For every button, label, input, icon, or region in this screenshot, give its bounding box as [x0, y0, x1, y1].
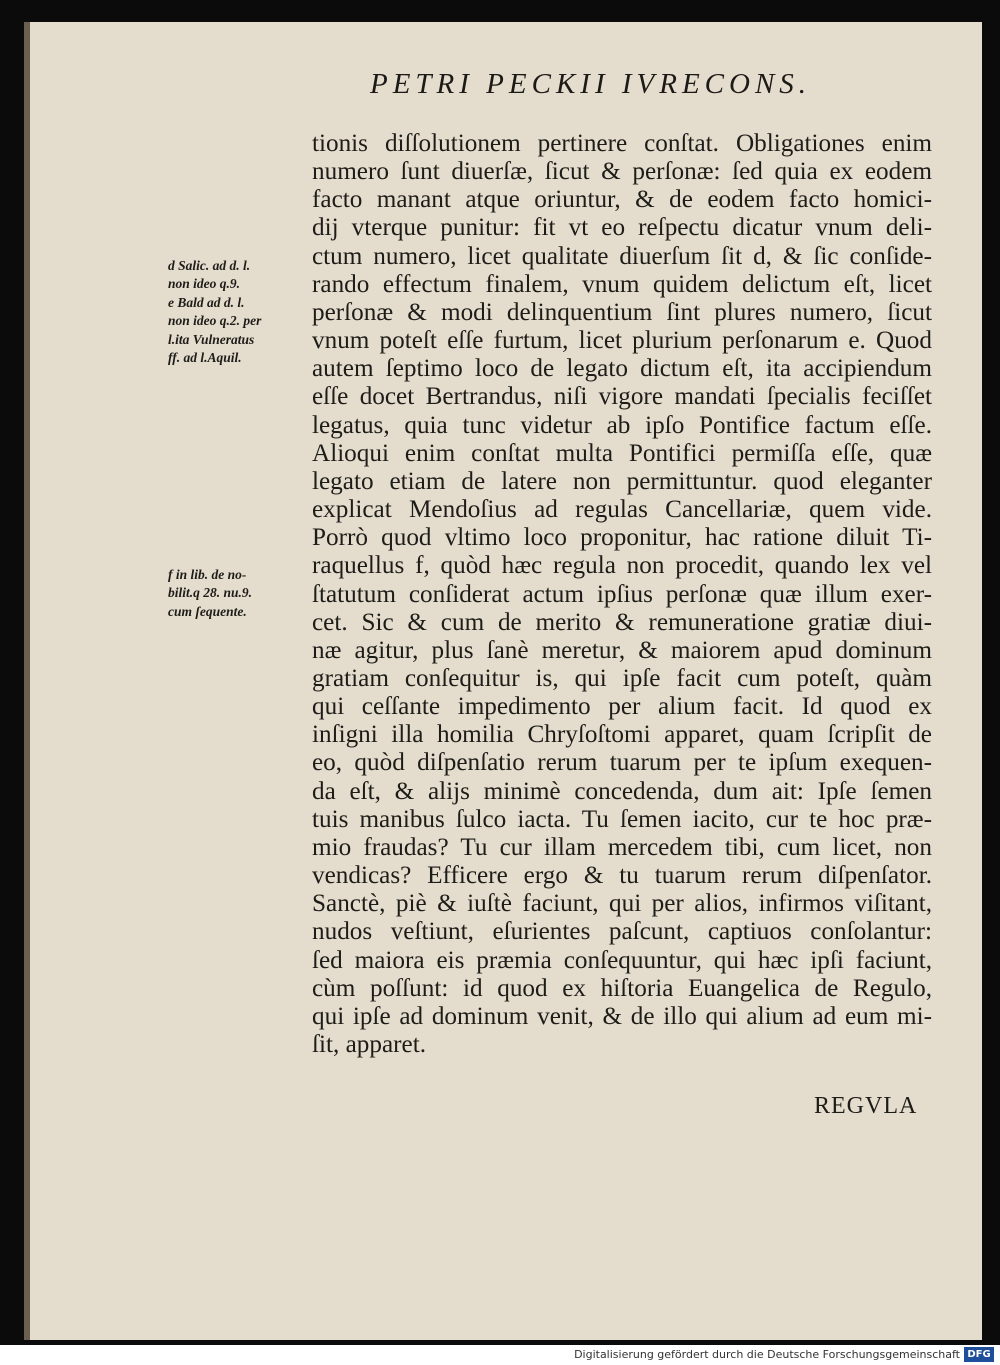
dfg-logo-icon: DFG [964, 1347, 994, 1362]
text-line: eſſe docet Bertrandus, niſi vigore mandati ſpecialis feciſſet [312, 383, 932, 411]
text-line: Sanctè, piè & iuſtè faciunt, qui per alios, infirmos viſitant, [312, 890, 932, 918]
margin-note-line: d Salic. ad d. l. [168, 258, 251, 273]
text-line: næ agitur, plus ſanè meretur, & maiorem apud dominum [312, 636, 932, 664]
margin-note-line: bilit.q 28. nu.9. [168, 585, 253, 601]
text-line: ctum numero, licet qualitate diuerſum ſit d, & ſic conſide- [312, 242, 932, 270]
text-line: mio fraudas? Tu cur illam mercedem tibi, cum licet, non [312, 833, 932, 861]
text-line: vnum poteſt eſſe furtum, licet plurium perſonarum e. Quod [312, 327, 932, 355]
text-line: cet. Sic & cum de merito & remuneratione gratiæ diui- [312, 608, 932, 636]
margin-notes-d-e [168, 257, 310, 367]
text-line: ſed maiora eis præmia conſequuntur, qui hæc ipſi faciunt, [312, 946, 932, 974]
text-line: vendicas? Efficere ergo & tu tuarum rerum diſpenſator. [312, 862, 932, 890]
margin-note-line: f in lib. de no- [168, 567, 247, 582]
text-line: tionis diſſolutionem pertinere conſtat. Obligationes enim [312, 130, 932, 157]
funding-credit: Digitalisierung gefördert durch die Deutsche Forschungsgemeinschaft [574, 1348, 960, 1361]
margin-note-line: l.ita Vulneratus [168, 331, 255, 347]
text-line: gratiam conſequitur is, qui ipſe facit cum poteſt, quàm [312, 664, 932, 692]
text-line: inſigni illa homilia Chryſoſtomi apparet, quam ſcripſit de [312, 721, 932, 749]
text-line: raquellus f, quòd hæc regula non procedit, quando lex vel [312, 552, 932, 580]
margin-note-line: non ideo q.9. [168, 276, 241, 292]
text-line: facto manant atque oriuntur, & de eodem facto homici- [312, 186, 932, 214]
text-line: legatus, quia tunc videtur ab ipſo Pontifice factum eſſe. [312, 411, 932, 439]
text-line: perſonæ & modi delinquentium ſint plures numero, ſicut [312, 298, 932, 326]
text-line: legato etiam de latere non permittuntur. quod eleganter [312, 467, 932, 495]
text-line-last: ſit, apparet. [312, 1031, 426, 1058]
text-line: tuis manibus ſulco iacta. Tu ſemen iacito, cur te hoc præ- [312, 805, 932, 833]
margin-note-line: non ideo q.2. per [168, 313, 262, 329]
catchword: REGVLA [814, 1093, 918, 1119]
margin-note-line: e Bald ad d. l. [168, 294, 245, 310]
text-line: Porrò quod vltimo loco proponitur, hac ratione diluit Ti- [312, 524, 932, 552]
footer-bar [0, 1345, 1000, 1365]
text-line: rando effectum finalem, vnum quidem delictum eſt, licet [312, 270, 932, 298]
main-text-block [312, 130, 932, 1059]
text-line: Alioqui enim conſtat multa Pontifici permiſſa eſſe, quæ [312, 439, 932, 467]
text-line: cùm poſſunt: id quod ex hiſtoria Euangelica de Regulo, [312, 974, 932, 1002]
running-title: PETRI PECKII IVRECONS. [370, 68, 812, 100]
text-line: ſtatutum conſiderat actum ipſius perſonæ quæ illum exer- [312, 580, 932, 608]
margin-note-line: ff. ad l.Aquil. [168, 350, 242, 366]
text-line: qui ceſſante impedimento per alium facit. Id quod ex [312, 693, 932, 721]
margin-note-line: cum ſequente. [168, 603, 247, 619]
text-line: autem ſeptimo loco de legato dictum eſt, ita accipiendum [312, 355, 932, 383]
text-line: nudos veſtiunt, eſurientes paſcunt, captiuos conſolantur: [312, 918, 932, 946]
margin-notes-f [168, 566, 310, 621]
text-line: da eſt, & alijs minimè concedenda, dum ait: Ipſe ſemen [312, 777, 932, 805]
text-line: eo, quòd diſpenſatio rerum tuarum per te ipſum exequen- [312, 749, 932, 777]
text-line: explicat Mendoſius ad regulas Cancellariæ, quem vide. [312, 496, 932, 524]
text-line: numero ſunt diuerſæ, ſicut & perſonæ: ſed quia ex eodem [312, 158, 932, 186]
text-line: dij vterque punitur: fit vt eo reſpectu dicatur vnum deli- [312, 214, 932, 242]
text-line: qui ipſe ad dominum venit, & de illo qui alium ad eum mi- [312, 1002, 932, 1030]
